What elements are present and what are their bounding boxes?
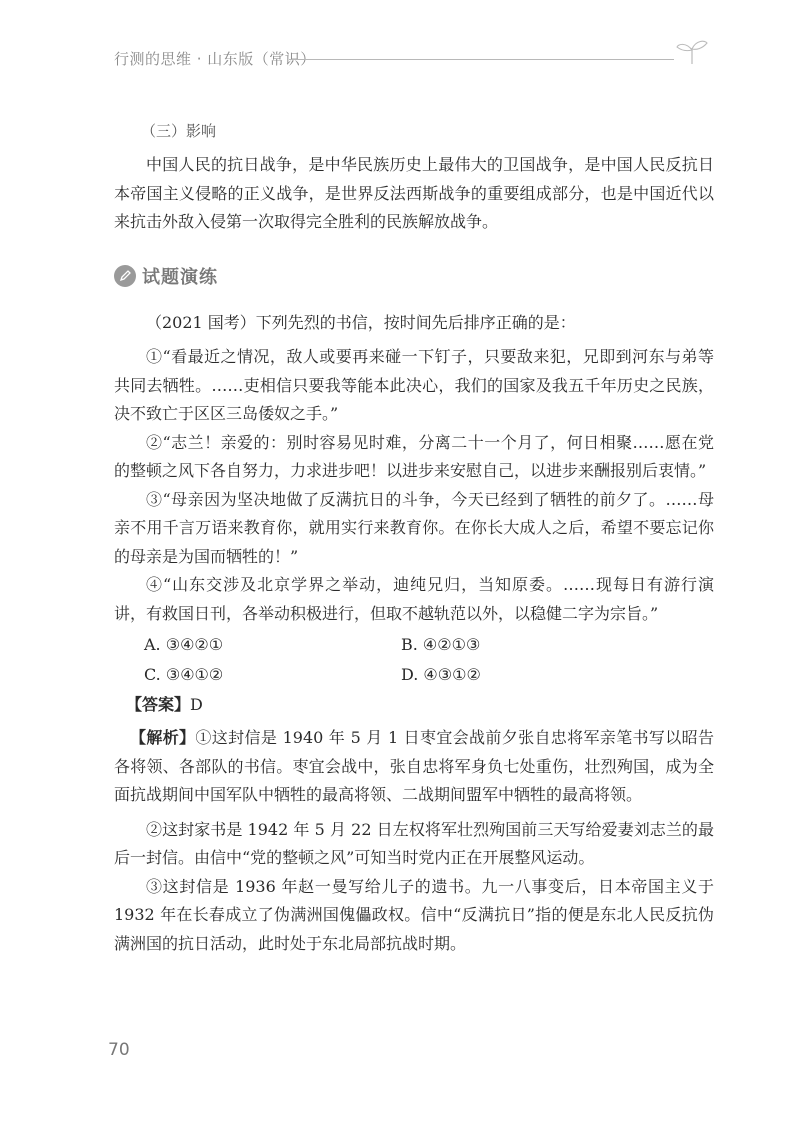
- letter-item-2: ②“志兰！亲爱的：别时容易见时难，分离二十一个月了，何日相聚……愿在党的整顿之风下各自努力，力求进步吧！以进步来安慰自己，以进步来酬报别后衷情。”: [114, 432, 714, 480]
- running-header: [114, 46, 714, 72]
- answer-line: [126, 690, 714, 720]
- letter-item-3: ③“母亲因为坚决地做了反满抗日的斗争，今天已经到了牺牲的前夕了。……母亲不用千言万语来教育你，就用实行来教育你。在你长大成人之后，希望不要忘记你的母亲是为国而牺牲的！”: [114, 489, 714, 566]
- option-d: D. ④③①②: [401, 665, 481, 684]
- letter-item-1: ①“看最近之情况，敌人或要再来碰一下钉子，只要敌来犯，兄即到河东与弟等共同去牺牲。……吏相信只要我等能本此决心，我们的国家及我五千年历史之民族，决不致亡于区区三岛倭奴之手。”: [114, 347, 714, 423]
- analysis-text-1: ①这封信是 1940 年 5 月 1 日枣宜会战前夕张自忠将军亲笔书写以昭告各将领、各部队的书信。枣宜会战中，张自忠将军身负七处重伤，壮烈殉国，成为全面抗战期间中国军队中牺牲的最高将领、二战期间盟军中牺牲的最高将领。: [114, 728, 714, 804]
- option-c: C. ③④①②: [144, 665, 224, 684]
- question-stem: （2021 国考）下列先烈的书信，按时间先后排序正确的是：: [146, 312, 576, 332]
- page-content: [114, 120, 714, 958]
- analysis-para-1: [114, 724, 714, 810]
- option-b: B. ④②①③: [401, 635, 481, 654]
- option-a: A. ③④②①: [144, 635, 224, 654]
- book-title: 行测的思维 · 山东版（常识）: [114, 50, 316, 68]
- sprout-icon: [674, 38, 710, 66]
- section-title: 试题演练: [142, 266, 218, 288]
- answer-value: D: [190, 695, 203, 714]
- influence-subtitle: （三）影响: [141, 122, 217, 140]
- letter-item-4: ④“山东交涉及北京学界之举动，迪纯兄归，当知原委。……现每日有游行演讲，有救国日刊，各举动积极进行，但取不越轨范以外，以稳健二字为宗旨。”: [114, 575, 714, 623]
- influence-paragraph: 中国人民的抗日战争，是中华民族历史上最伟大的卫国战争，是中国人民反抗日本帝国主义侵略的正义战争，是世界反法西斯战争的重要组成部分，也是中国近代以来抗击外敌入侵第一次取得完全胜利的民族解放战争。: [114, 155, 714, 231]
- analysis-para-2: ②这封家书是 1942 年 5 月 22 日左权将军壮烈殉国前三天写给爱妻刘志兰的最后一封信。由信中“党的整顿之风”可知当时党内正在开展整风运动。: [114, 819, 714, 867]
- page-number: 70: [108, 1040, 130, 1060]
- analysis-label: 【解析】: [130, 728, 196, 747]
- answer-label: 【答案】: [126, 695, 191, 714]
- section-heading: [114, 261, 714, 291]
- analysis-para-3: ③这封信是 1936 年赵一曼写给儿子的遗书。九一八事变后，日本帝国主义于 1932 年在长春成立了伪满洲国傀儡政权。信中“反满抗日”指的便是东北人民反抗伪满洲国的抗日活动，此时处于东北局部抗战时期。: [114, 876, 714, 953]
- answer-options: [114, 630, 714, 690]
- pencil-circle-icon: [114, 265, 136, 287]
- header-divider: [289, 59, 674, 60]
